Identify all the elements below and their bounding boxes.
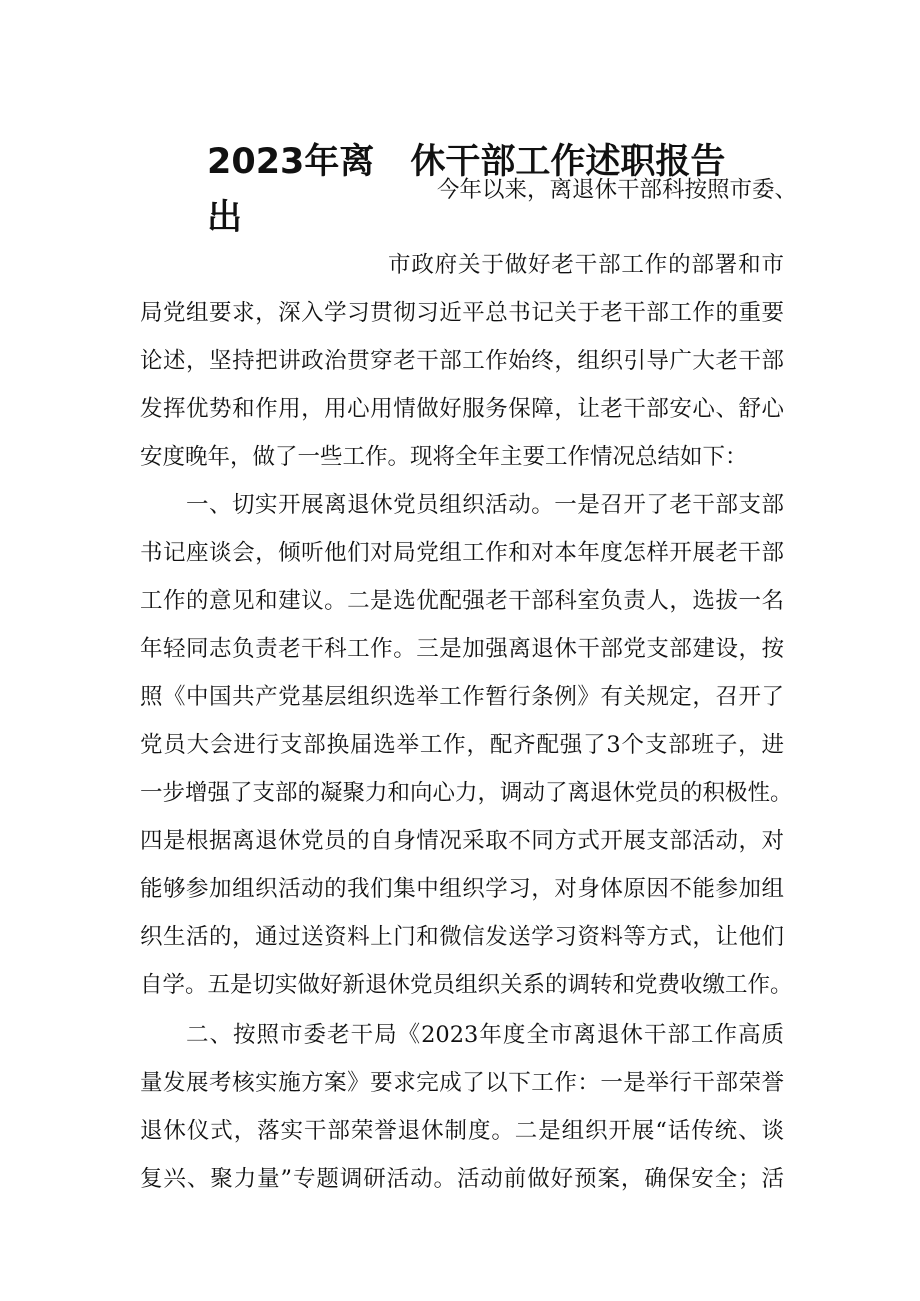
title-part-2: 休干部工作述职报告	[410, 142, 726, 182]
paragraph-line: 退休仪式，落实干部荣誉退休制度。二是组织开展“话传统、谈	[140, 1118, 784, 1144]
paragraph-line: 工作的意见和建议。二是选优配强老干部科室负责人，选拔一名	[140, 588, 784, 614]
paragraph-line: 年轻同志负责老干科工作。三是加强离退休干部党支部建设，按	[140, 636, 784, 662]
paragraph-line: 书记座谈会，倾听他们对局党组工作和对本年度怎样开展老干部	[140, 540, 784, 566]
paragraph-line: 市政府关于做好老干部工作的部署和市	[388, 252, 784, 278]
paragraph-line: 自学。五是切实做好新退休党员组织关系的调转和党费收缴工作。	[140, 972, 793, 998]
paragraph-line: 照《中国共产党基层组织选举工作暂行条例》有关规定，召开了	[140, 684, 784, 710]
paragraph-line: 能够参加组织活动的我们集中组织学习，对身体原因不能参加组	[140, 876, 784, 902]
paragraph-line: 党员大会进行支部换届选举工作，配齐配强了3个支部班子，进	[140, 732, 784, 758]
paragraph-line: 量发展考核实施方案》要求完成了以下工作：一是举行干部荣誉	[140, 1070, 784, 1096]
paragraph-line: 四是根据离退休党员的自身情况采取不同方式开展支部活动，对	[140, 828, 784, 854]
paragraph-line: 发挥优势和作用，用心用情做好服务保障，让老干部安心、舒心	[140, 396, 784, 422]
paragraph-line: 论述，坚持把讲政治贯穿老干部工作始终，组织引导广大老干部	[140, 348, 784, 374]
paragraph-line: 二、按照市委老干局《2023年度全市离退休干部工作高质	[186, 1022, 784, 1048]
document-title-continued: 出	[207, 198, 243, 238]
paragraph-line: 今年以来，离退休干部科按照市委、	[437, 177, 798, 203]
paragraph-line: 一步增强了支部的凝聚力和向心力，调动了离退休党员的积极性。	[140, 780, 793, 806]
paragraph-line: 局党组要求，深入学习贯彻习近平总书记关于老干部工作的重要	[140, 300, 784, 326]
paragraph-line: 安度晚年，做了一些工作。现将全年主要工作情况总结如下：	[140, 444, 748, 470]
paragraph-line: 一、切实开展离退休党员组织活动。一是召开了老干部支部	[186, 492, 784, 518]
paragraph-line: 复兴、聚力量”专题调研活动。活动前做好预案，确保安全；活	[140, 1166, 784, 1192]
title-part-1: 2023年离	[207, 142, 375, 182]
paragraph-line: 织生活的，通过送资料上门和微信发送学习资料等方式，让他们	[140, 924, 784, 950]
